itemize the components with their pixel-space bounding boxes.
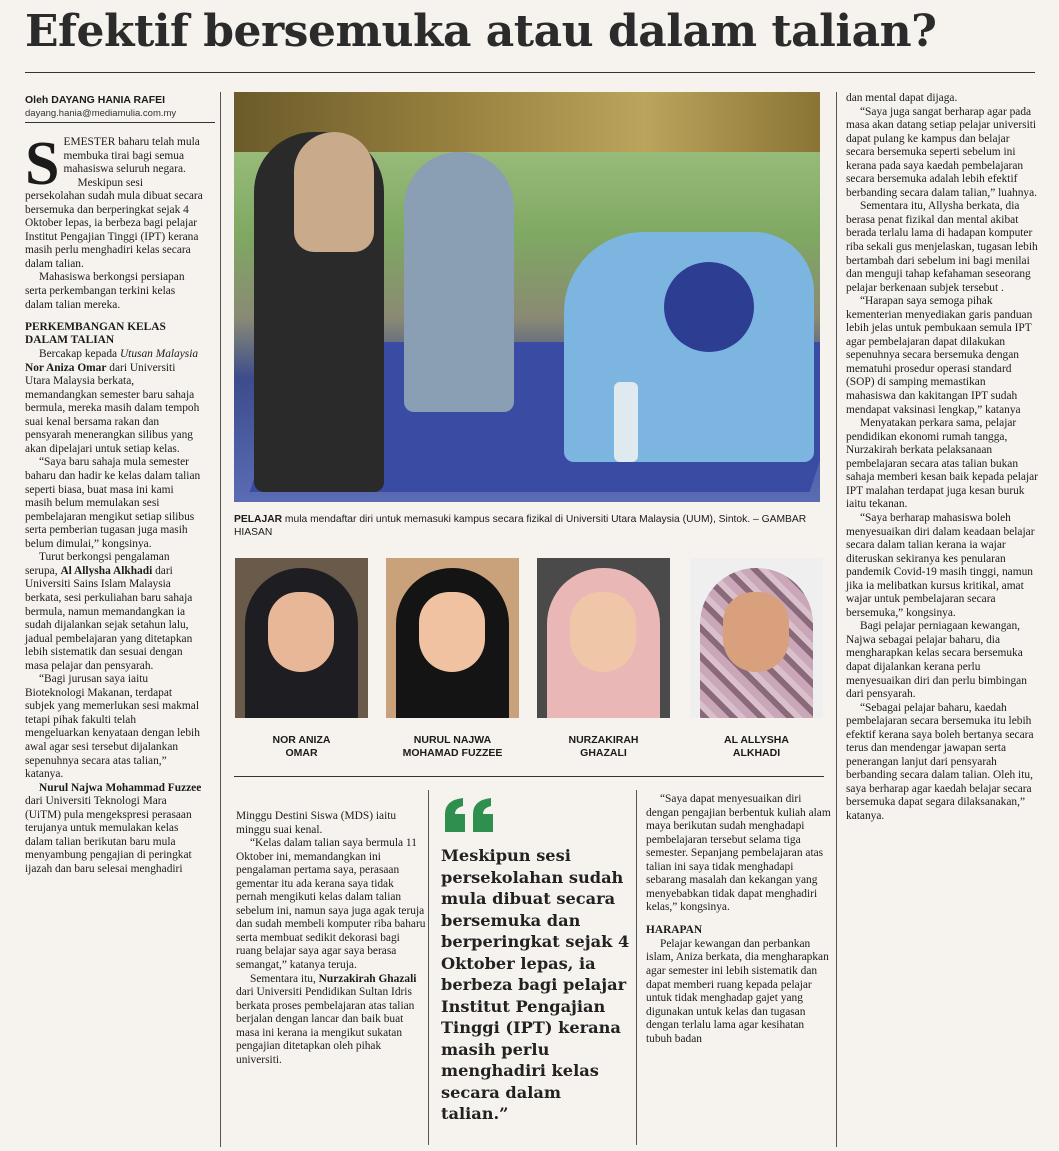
portrait-al-allysha-alkhadi	[690, 558, 823, 718]
article-column-5	[846, 92, 1038, 824]
subheading: PERKEMBANGAN KELAS DALAM TALIAN	[25, 321, 166, 347]
portrait-nurul-najwa	[386, 558, 519, 718]
quote-mark-icon	[441, 796, 501, 836]
paragraph: “Kelas dalam talian saya bermula 11 Oktober ini, memandangkan ini pengalaman pertama saya, perasaan gementar itu ada kerana saya tidak pernah mengikuti kelas dalam talian sebelum ini, namun saya juga agak teruja dan sudah membeli komputer riba baharu serta membuat sedikit dekorasi bagi ruang belajar saya agar saya berasa semangat,” katanya teruja.	[236, 837, 426, 972]
lead-paragraph: EMESTER baharu telah mula membuka tirai bagi semua mahasiswa seluruh negara.	[63, 136, 200, 176]
paragraph: “Sebagai pelajar baharu, kaedah pembelajaran secara bersemuka itu lebih efektif kerana saya boleh bertanya secara terus dan mendengar jawapan serta penerangan lanjut dari pensyarah berbanding secara dalam talian. Oleh itu, saya berharap agar kaedah belajar secara bersemuka dapat segara dilaksanakan,” katanya.	[846, 701, 1034, 822]
section-rule	[234, 776, 824, 777]
paragraph: Turut berkongsi pengalaman serupa, Al Allysha Alkhadi dari Universiti Sains Islam Malaysia berkata, sesi perkuliahan baru sahaja bermula, namun memandangkan ia sudah dijalankan sejak setahun lalu, jadual pembelajaran yang ditetapkan lebih sistematik dan sesuai dengan masa pelajar dan pensyarah.	[25, 551, 193, 672]
portrait-name: AL ALLYSHA ALKHADI	[724, 734, 789, 759]
registration-photo	[234, 92, 820, 502]
portrait-name: NURUL NAJWA MOHAMAD FUZZEE	[402, 734, 503, 759]
paragraph: dan mental dapat dijaga.	[846, 92, 958, 104]
article-column-1	[25, 130, 203, 876]
headline: Efektif bersemuka atau dalam talian?	[25, 6, 937, 57]
column-divider	[428, 790, 429, 1145]
portrait-nor-aniza-omar	[235, 558, 368, 718]
article-column-2	[236, 810, 426, 1067]
portrait-nurzakirah-ghazali	[537, 558, 670, 718]
paragraph: Meskipun sesi persekolahan sudah mula dibuat secara bersemuka dan berperingkat sejak 4 Oktober lepas, ia berbeza bagi pelajar Institut Pengajian Tinggi (IPT) kerana masih perlu menghadiri kelas secara dalam talian.	[25, 176, 203, 270]
paragraph: Mahasiswa berkongsi persiapan serta perkembangan terkini kelas dalam talian mereka.	[25, 271, 185, 311]
byline: Oleh DAYANG HANIA RAFEI	[25, 94, 166, 106]
photo-caption: PELAJAR mula mendaftar diri untuk memasuki kampus secara fizikal di Universiti Utara Malaysia (UUM), Sintok. – GAMBAR HIASAN	[234, 514, 807, 538]
paragraph: Minggu Destini Siswa (MDS) iaitu minggu suai kenal.	[236, 810, 397, 836]
column-divider	[636, 790, 637, 1145]
paragraph: Pelajar kewangan dan perbankan islam, Aniza berkata, dia mengharapkan agar semester ini lebih sistematik dan dapat memberi ruang kepada pelajar untuk tidak menghadap gajet yang digunakan untuk kelas dan tugasan dengan terlalu lama agar kesihatan tubuh badan	[646, 937, 829, 1045]
portrait-name: NOR ANIZA OMAR	[272, 734, 331, 759]
headline-rule	[25, 72, 1035, 73]
paragraph: “Saya berharap mahasiswa boleh menyesuaikan diri dalam keadaan belajar secara dalam talian kerana ia wajar diteruskan sekiranya kes penularan pandemik Covid-19 masih tinggi, namun jika ia melibatkan kursus kritikal, amat wajar untuk pembelajaran secara bersemuka,” kongsinya.	[846, 511, 1035, 619]
paragraph: “Harapan saya semoga pihak kementerian menyediakan garis panduan lebih jelas untuk pembukaan semula IPT agar pembelajaran dapat dilakukan sepenuhnya secara bersemuka dengan mematuhi prosedur operasi standard (SOP) di samping memastikan mahasiswa dan kakitangan IPT sudah mendapat vaksinasi lengkap,” katanya	[846, 295, 1033, 416]
paragraph: “Saya baru sahaja mula semester baharu dan hadir ke kelas dalam talian seperti biasa, buat masa ini kami masih belum memulakan sesi pembelajaran mengikut setiap silibus serta pemberian tugasan juga masih belum dimulai,” kongsinya.	[25, 456, 201, 550]
paragraph: Menyatakan perkara sama, pelajar pendidikan ekonomi rumah tangga, Nurzakirah berkata pelaksanaan pembelajaran secara atas talian bukan sahaja memberi kesan baik kepada pelajar IPT malahan terdapat juga kesan buruk iaitu tekanan.	[846, 417, 1038, 511]
author-email: dayang.hania@mediamulia.com.my	[25, 108, 215, 123]
paragraph: Bercakap kepada Utusan Malaysia Nor Aniza Omar dari Universiti Utara Malaysia berkata, memandangkan semester baru sahaja bermula, mereka masih dalam tempoh suai kenal bersama rakan dan pensyarah menerangkan silibus yang akan dipelajari untuk setiap kelas.	[25, 348, 200, 455]
paragraph: “Saya dapat menyesuaikan diri dengan pengajian berbentuk kuliah alam maya berikutan sudah menghadapi pembelajaran tersebut selama tiga semester. Sepanjang pembelajaran atas talian ini saya tidak menghadapi sebarang masalah dan kekangan yang menyebabkan tidak dapat menghadiri kelas,” kongsinya.	[646, 793, 831, 914]
paragraph: “Bagi jurusan saya iaitu Bioteknologi Makanan, terdapat subjek yang memerlukan sesi makmal tetapi pihak fakulti telah mengeluarkan kenyataan dengan lebih awal agar sesi tersebut dijalankan sepenuhnya secara atas talian,” katanya.	[25, 673, 200, 781]
column-divider	[836, 92, 837, 1147]
paragraph: Nurul Najwa Mohammad Fuzzee dari Universiti Teknologi Mara (UiTM) pula mengekspresi perasaan terujanya untuk memulakan kelas dalam talian berikutan baru mula menyambung pengajian di peringkat ijazah dan baru selesai menghadiri	[25, 781, 202, 875]
paragraph: “Saya juga sangat berharap agar pada masa akan datang setiap pelajar universiti dapat pulang ke kampus dan belajar secara bersemuka seperti sebelum ini kerana pada saya kaedah pembelajaran secara bersemuka adalah lebih efektif berbanding secara dalam talian,” luahnya.	[846, 105, 1038, 199]
article-column-4	[646, 793, 832, 1046]
paragraph: Sementara itu, Nurzakirah Ghazali dari Universiti Pendidikan Sultan Idris berkata proses pembelajaran atas talian berjalan dengan lancar dan baik buat masa ini kerana ia mengikut sukatan pengajian ditetapkan oleh pihak universiti.	[236, 972, 417, 1066]
portrait-name: NURZAKIRAH GHAZALI	[568, 734, 639, 759]
drop-cap: S	[25, 130, 60, 198]
subheading: HARAPAN	[646, 923, 703, 936]
column-divider	[220, 92, 221, 1147]
paragraph: Sementara itu, Allysha berkata, dia berasa penat fizikal dan mental akibat berada terlalu lama di hadapan komputer riba sekali gus menjelaskan, tugasan lebih bertambah dari sebelum ini bagi menilai dan menguji tahap kefahaman seseorang pelajar berkenaan subjek tersebut .	[846, 200, 1038, 294]
paragraph: Bagi pelajar perniagaan kewangan, Najwa sebagai pelajar baharu, dia mengharapkan kelas secara bersemuka dapat dijalankan kerana perlu menyesuaikan diri dan perlu bimbingan dari pensyarah.	[846, 620, 1027, 701]
pull-quote: Meskipun sesi persekolahan sudah mula dibuat secara bersemuka dan berperingkat sejak 4 Oktober lepas, ia berbeza bagi pelajar Institut Pengajian Tinggi (IPT) kerana masih perlu menghadiri kelas secara dalam talian.”	[441, 846, 630, 1123]
